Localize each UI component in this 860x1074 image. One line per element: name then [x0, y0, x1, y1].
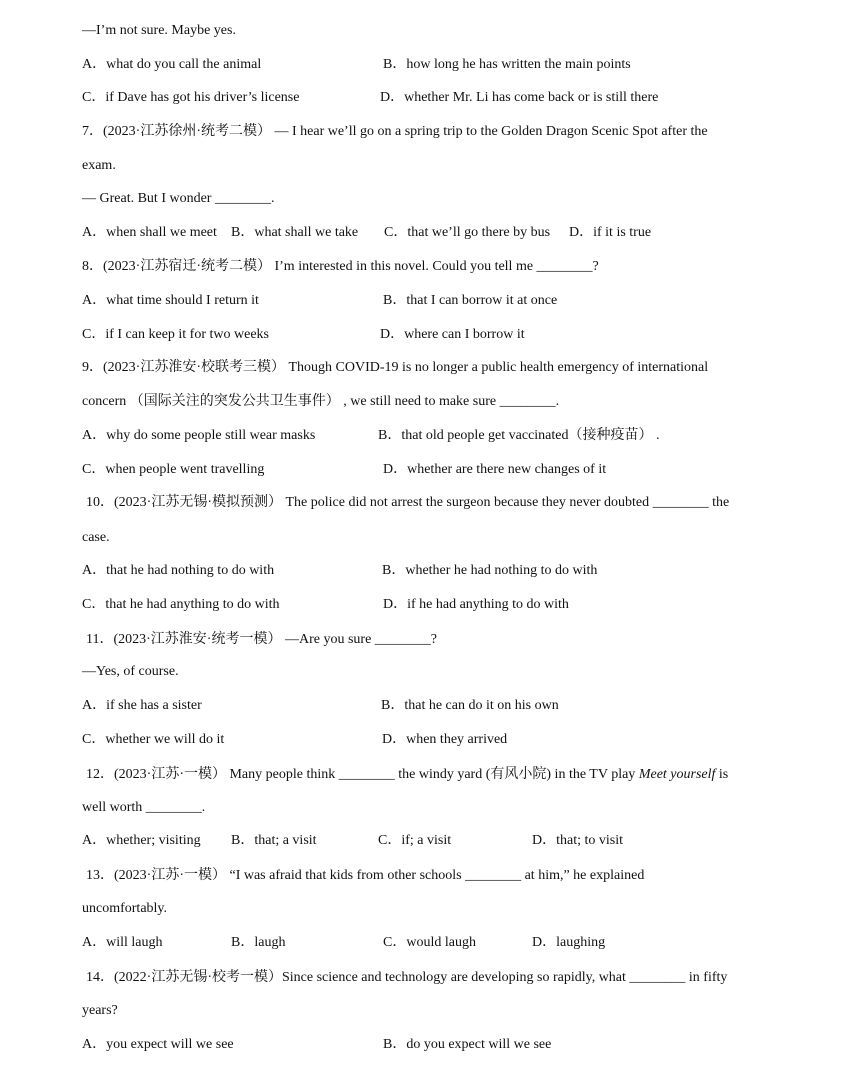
option-b: B．whether he had nothing to do with [382, 563, 598, 578]
question-7-stem: 7．(2023·江苏徐州·统考二模） — I hear we’ll go on a spring trip to the Golden Dragon Scenic Spot after the [82, 124, 708, 139]
question-14-stem: 14．(2022·江苏无锡·校考一模）Since science and technology are developing so rapidly, what ________ in fifty [86, 970, 728, 985]
question-13-stem-cont: uncomfortably. [82, 901, 168, 916]
question-10-stem-cont: case. [82, 530, 110, 545]
option-b: B．do you expect will we see [383, 1037, 552, 1052]
question-7-stem-cont: exam. [82, 158, 116, 173]
dialog-reply: —I’m not sure. Maybe yes. [82, 23, 236, 38]
option-a: A．what time should I return it [82, 293, 259, 308]
option-b: B．how long he has written the main points [383, 57, 631, 72]
option-c: C．would laugh [383, 935, 476, 950]
option-b: B．that I can borrow it at once [383, 293, 558, 308]
option-d: D．if he had anything to do with [383, 597, 569, 612]
option-d: D．laughing [532, 935, 606, 950]
option-a: A．that he had nothing to do with [82, 563, 275, 578]
option-d: D．when they arrived [382, 732, 508, 747]
option-a: A．when shall we meet [82, 225, 217, 240]
option-b: B．laugh [231, 935, 286, 950]
option-d: D．whether are there new changes of it [383, 462, 607, 477]
question-9-stem-cont: concern （国际关注的突发公共卫生事件） , we still need to make sure ________. [82, 394, 560, 409]
option-b: B．that old people get vaccinated（接种疫苗） . [378, 428, 660, 443]
question-10-stem: 10．(2023·江苏无锡·模拟预测） The police did not arrest the surgeon because they never doubted ________ the [86, 495, 730, 510]
question-11-stem: 11．(2023·江苏淮安·统考一模） —Are you sure ________? [86, 632, 437, 647]
option-c: C．if Dave has got his driver’s license [82, 90, 300, 105]
option-c: C．whether we will do it [82, 732, 225, 747]
option-a: A．if she has a sister [82, 698, 202, 713]
question-12-stem: 12．(2023·江苏·一模） Many people think ________ the windy yard (有风小院) in the TV play Meet yourself is [86, 767, 729, 782]
option-d: D．whether Mr. Li has come back or is still there [380, 90, 659, 105]
option-c: C．that we’ll go there by bus [384, 225, 551, 240]
option-d: D．if it is true [569, 225, 652, 240]
option-b: B．what shall we take [231, 225, 359, 240]
option-c: C．if I can keep it for two weeks [82, 327, 269, 342]
option-c: C．if; a visit [378, 833, 452, 848]
option-a: A．will laugh [82, 935, 163, 950]
option-a: A．whether; visiting [82, 833, 201, 848]
question-14-stem-cont: years? [82, 1003, 118, 1018]
question-13-stem: 13．(2023·江苏·一模） “I was afraid that kids from other schools ________ at him,” he explained [86, 868, 645, 883]
play-title: Meet yourself [638, 767, 716, 782]
option-c: C．when people went travelling [82, 462, 265, 477]
question-11-dialog: —Yes, of course. [82, 664, 179, 679]
question-7-dialog: — Great. But I wonder ________. [82, 191, 275, 206]
question-9-stem: 9．(2023·江苏淮安·校联考三模） Though COVID-19 is no longer a public health emergency of international [82, 360, 709, 375]
question-8-stem: 8．(2023·江苏宿迁·统考二模） I’m interested in this novel. Could you tell me ________? [82, 259, 599, 274]
question-12-stem-cont: well worth ________. [82, 800, 206, 815]
option-c: C．that he had anything to do with [82, 597, 280, 612]
option-b: B．that; a visit [231, 833, 317, 848]
option-a: A．you expect will we see [82, 1037, 234, 1052]
option-a: A．why do some people still wear masks [82, 428, 316, 443]
option-a: A．what do you call the animal [82, 57, 262, 72]
option-d: D．where can I borrow it [380, 327, 525, 342]
option-b: B．that he can do it on his own [381, 698, 559, 713]
option-d: D．that; to visit [532, 833, 623, 848]
